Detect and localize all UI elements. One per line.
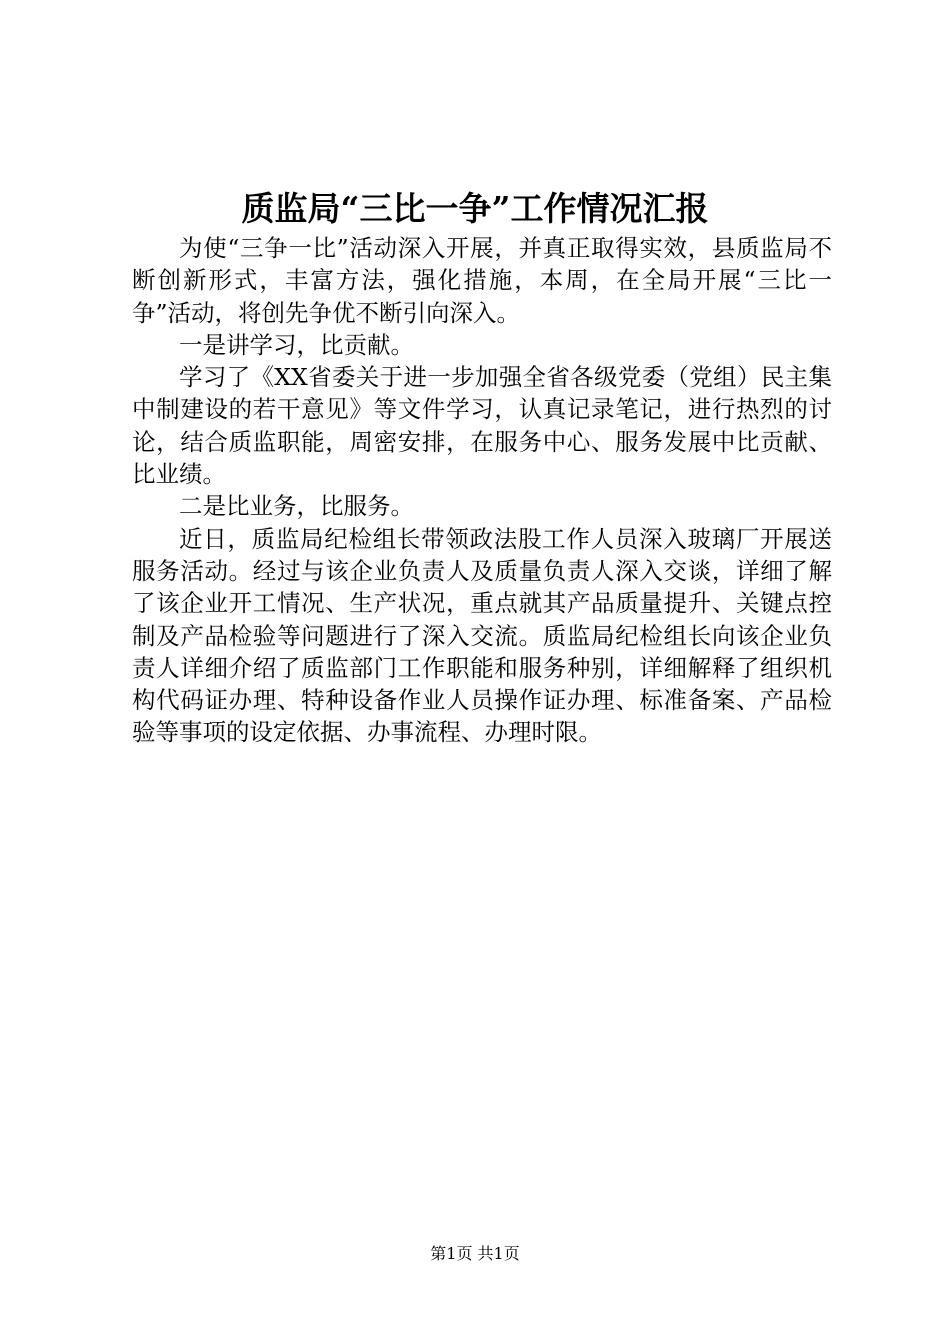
page-footer: 第1页 共1页 (430, 1244, 520, 1263)
paragraph-study: 学习了《XX省委关于进一步加强全省各级党委（党组）民主集中制建设的若干意见》等文件学习，认真记录笔记，进行热烈的讨论，结合质监职能，周密安排，在服务中心、服务发展中比贡献、比业绩。 (132, 363, 832, 489)
document-body (132, 232, 832, 749)
paragraph-heading-two: 二是比业务，比服务。 (179, 492, 414, 521)
document-title: 质监局“三比一争”工作情况汇报 (241, 189, 709, 228)
paragraph-heading-one: 一是讲学习，比贡献。 (179, 330, 414, 359)
paragraph-intro: 为使“三争一比”活动深入开展，并真正取得实效，县质监局不断创新形式，丰富方法，强化措施，本周，在全局开展“三比一争”活动，将创先争优不断引向深入。 (132, 234, 832, 327)
paragraph-service: 近日，质监局纪检组长带领政法股工作人员深入玻璃厂开展送服务活动。经过与该企业负责人及质量负责人深入交谈，详细了解了该企业开工情况、生产状况，重点就其产品质量提升、关键点控制及产品检验等问题进行了深入交流。质监局纪检组长向该企业负责人详细介绍了质监部门工作职能和服务种别，详细解释了组织机构代码证办理、特种设备作业人员操作证办理、标准备案、产品检验等事项的设定依据、办事流程、办理时限。 (132, 524, 832, 747)
